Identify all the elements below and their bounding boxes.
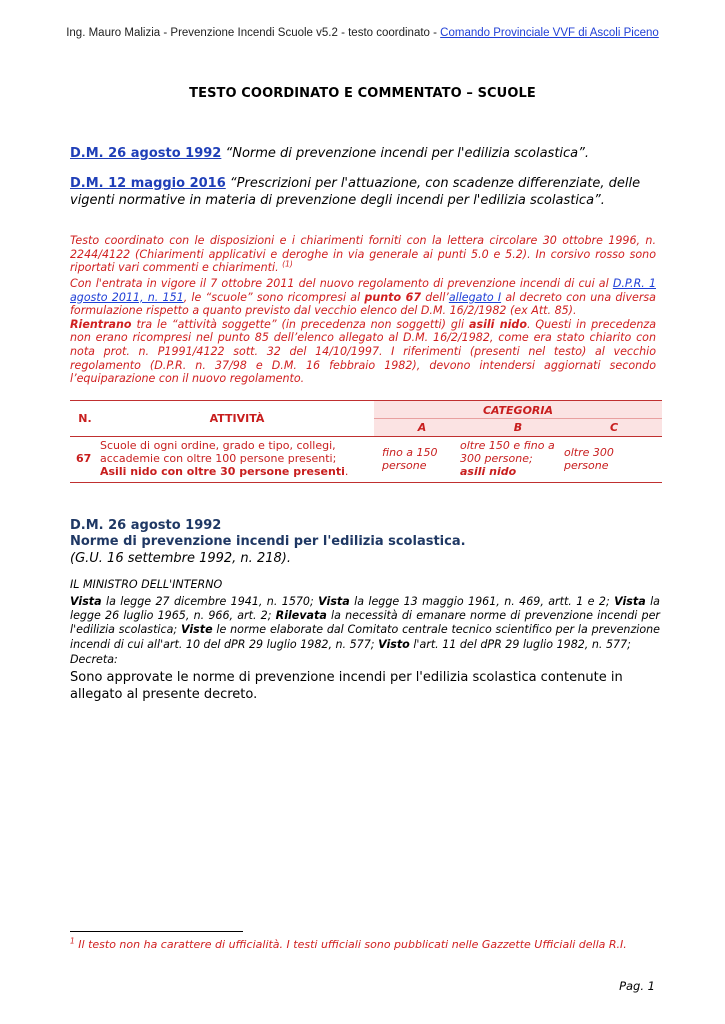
footnote-text: Il testo non ha carattere di ufficialità. I testi ufficiali sono pubblicati nelle Gazzette Ufficiali della R.I. [74,938,627,951]
dm2-reference [70,175,660,209]
note-dpr151 [70,277,656,386]
premise-bold: Vista [70,595,102,608]
page-number: Pag. 1 [619,979,655,993]
premise-text: la legge 26 luglio 1965, n. 966, art. 2; [70,595,660,623]
row-description [100,439,372,478]
footnote-ref[interactable]: (1) [282,259,293,269]
note2-part: . Questi in precedenza non erano ricompresi nel punto 85 dell’elenco allegato al D.M. 16/2/1982, come era stato chiarito con nota prot. n. P1991/4122 sott. 32 del 14/10/1997. I riferimenti (presenti nel testo) al vecchio regolamento (D.P.R. n. 37/98 e D.M. 16 febbraio 1982), devono intendersi aggiornati secondo l’equiparazione con il nuovo regolamento. [70,317,656,386]
table-header-rule [70,436,662,437]
premise-bold: Visto [378,637,410,651]
dm2-text: “Prescrizioni per l'attuazione, con scadenze differenziate, delle vigenti normative in materia di prevenzione degli incendi per l'edilizia scolastica”. [70,176,641,208]
footnote [70,938,662,951]
note2-part: tra le “attività soggette” (in precedenza non soggetti) gli [131,317,469,331]
category-b-value [460,439,564,478]
table-bottom-rule [70,482,662,483]
note2-part: dell’ [421,290,449,304]
document-title: TESTO COORDINATO E COMMENTATO – SCUOLE [189,86,536,101]
note2-bold: Rientrano [70,317,132,331]
footnote-separator [70,931,243,932]
dm1-link[interactable]: D.M. 26 agosto 1992 [70,146,222,161]
desc-end: . [344,465,349,478]
allegato-link[interactable]: allegato I [448,290,502,304]
approval-paragraph: Sono approvate le norme di prevenzione incendi per l'edilizia scolastica contenute in allegato al presente decreto. [70,670,623,702]
desc-bold: Asili nido con oltre 30 persone presenti [100,465,345,478]
ministro-label: IL MINISTRO DELL'INTERNO [70,578,223,591]
note2-part: al decreto con una diversa formulazione rispetto a quanto previsto dal vecchio elenco del D.M. 16/2/1982 (ex Att. 85). [70,290,656,318]
premise-bold: Vista [614,595,646,608]
dm-section-date: D.M. 26 agosto 1992 [70,518,222,533]
note-coordination [70,234,656,275]
col-attivita-header: ATTIVITÀ [209,412,265,425]
premise-text: la legge 13 maggio 1961, n. 469, artt. 1 e 2; [349,595,615,608]
note2-bold: asili nido [468,317,527,331]
premises-paragraph [70,595,660,652]
col-a-header: A [417,421,427,434]
note2-part: , le “scuole” sono ricompresi al [183,290,365,304]
col-b-header: B [513,421,523,434]
header-text: Ing. Mauro Malizia - Prevenzione Incendi Scuole v5.2 - testo coordinato - [66,27,441,39]
col-categoria-header: CATEGORIA [482,404,553,417]
premise-text: l'art. 11 del dPR 29 luglio 1982, n. 577; [409,637,631,651]
note2-part: Con l'entrata in vigore il 7 ottobre 2011 del nuovo regolamento di prevenzione incendi di cui al [70,277,613,290]
category-c-value: oltre 300 persone [564,446,614,472]
page-header [0,27,725,39]
col-n-header: N. [78,412,92,425]
premise-text: le norme elaborate dal Comitato centrale tecnico scientifico per la prevenzione incendi di cui all'art. 10 del dPR 29 luglio 1982, n. 577; [70,623,660,651]
premise-bold: Viste [180,623,213,637]
row-number: 67 [76,452,92,465]
premise-bold: Rilevata [275,609,327,623]
premise-text: la necessità di emanare norme di prevenzione incendi per l'edilizia scolastica; [70,609,660,637]
decreta-label: Decreta: [70,653,118,666]
premise-bold: Vista [318,595,350,608]
dpr151-link[interactable]: D.P.R. 1 agosto 2011, n. 151 [70,277,656,304]
dm2-link[interactable]: D.M. 12 maggio 2016 [70,176,226,191]
note2-bold: punto 67 [364,290,422,304]
cat-b-bold: asili nido [460,465,517,478]
dm1-reference [70,145,660,162]
note1-text: Testo coordinato con le disposizioni e i chiarimenti forniti con la lettera circolare 30 ottobre 1996, n. 2244/4122 (Chiarimenti applicativi e deroghe in via generale ai punti 5.0 e 5.2). In corsivo rosso sono riportati vari commenti e chiarimenti. [70,234,656,275]
gazzetta-reference: (G.U. 16 settembre 1992, n. 218). [70,551,291,566]
dm1-text: “Norme di prevenzione incendi per l'edilizia scolastica”. [225,146,590,161]
category-a-value: fino a 150 persone [382,446,438,472]
footnote-number: 1 [70,936,75,946]
category-sub-rule [374,418,662,419]
header-link[interactable]: Comando Provinciale VVF di Ascoli Piceno [440,27,659,39]
premise-text: la legge 27 dicembre 1941, n. 1570; [101,595,319,608]
desc-text: Scuole di ogni ordine, grado e tipo, collegi, accademie con oltre 100 persone presenti; [100,439,337,465]
dm-section-title: Norme di prevenzione incendi per l'edilizia scolastica. [70,534,466,549]
cat-b-text: oltre 150 e fino a 300 persone; [460,439,555,465]
col-c-header: C [609,421,619,434]
